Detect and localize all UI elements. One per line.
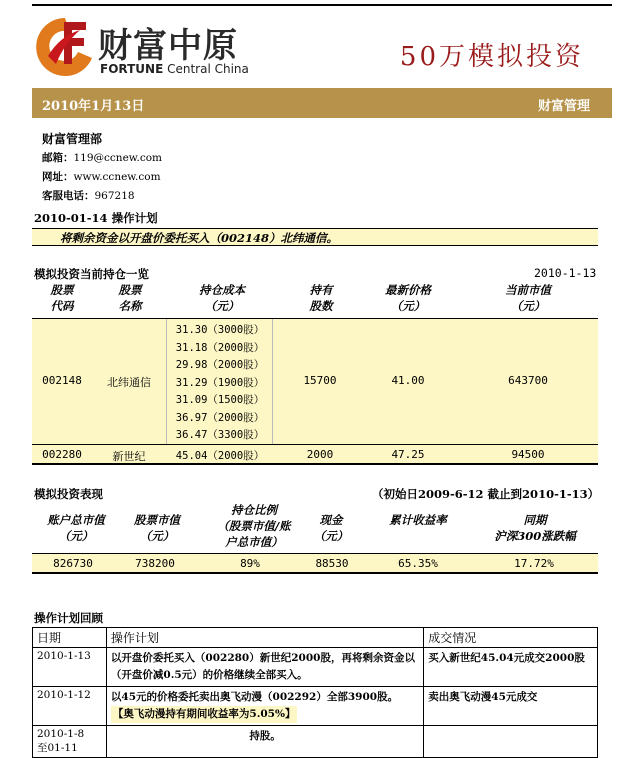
hdr-price: 最新价格 （元）: [385, 283, 431, 313]
plan-text: 将剩余资金以开盘价委托买入（002148）北纬通信。: [60, 231, 339, 245]
performance-bottom-rule: [32, 572, 598, 574]
hdr-name: 股票 名称: [118, 283, 142, 313]
holding-cost-line: 31.09（1500股）: [175, 394, 265, 406]
cost-col-rule-left: [166, 319, 167, 463]
logo-chinese-text: 财富中原: [98, 26, 238, 66]
review-note: 【奥飞动漫持有期间收益率为5.05%】: [111, 706, 298, 723]
plan-title: 2010-01-14 操作计划: [34, 211, 158, 225]
review-hdr-date: 日期: [33, 628, 107, 648]
holding-cost-line: 31.30（3000股）: [175, 324, 265, 336]
holdings-bottom-rule: [32, 463, 598, 465]
holding-name: 北纬通信: [107, 376, 151, 389]
holding-price: 41.00: [391, 374, 425, 387]
hdr-shares: 持有 股数: [309, 283, 333, 313]
page-title: 50万模拟投资: [399, 42, 584, 72]
performance-title: 模拟投资表现: [34, 487, 103, 501]
report-date: 2010年1月13日: [42, 99, 145, 114]
review-deal: 买入新世纪45.04元成交2000股: [424, 648, 598, 687]
holding-value: 643700: [508, 374, 548, 387]
review-plan: 以45元的价格委托卖出奥飞动漫（002292）全部3900股。 【奥飞动漫持有期间收益率为5.05%】: [106, 687, 423, 726]
review-date: 2010-1-8 至01-11: [33, 726, 107, 758]
perf-ratio: 89%: [240, 557, 260, 570]
perf-total: 826730: [53, 557, 93, 570]
holding-code: 002280: [42, 448, 82, 461]
review-hdr-deal: 成交情况: [424, 628, 598, 648]
holding-value: 94500: [511, 448, 545, 461]
review-date: 2010-1-13: [33, 648, 107, 687]
hdr-cost: 持仓成本 （元）: [199, 283, 245, 313]
holding-price: 47.25: [391, 448, 425, 461]
review-deal: [424, 726, 598, 758]
performance-period: （初始日2009-6-12 截止到2010-1-13）: [372, 487, 600, 501]
perf-hdr-yield: 累计收益率: [389, 513, 447, 527]
perf-hdr-ratio: 持仓比例 （股票市值/账 户总市值）: [217, 503, 291, 549]
holding-shares: 15700: [303, 374, 337, 387]
holding-cost-line: 29.98（2000股）: [175, 359, 265, 371]
review-table: [32, 627, 598, 758]
perf-yield: 65.35%: [398, 557, 438, 570]
perf-hdr-index: 同期 沪深300涨跌幅: [494, 513, 576, 543]
table-row: [33, 687, 598, 726]
holding-cost-line: 31.18（2000股）: [175, 342, 265, 354]
review-header-row: [33, 628, 598, 648]
page-header: [32, 8, 612, 86]
cost-col-rule-right: [272, 319, 273, 463]
perf-index: 17.72%: [514, 557, 554, 570]
perf-hdr-cash: 现金 （元）: [313, 513, 349, 543]
contact-block: 财富管理部 邮箱：119@ccnew.com 网址：www.ccnew.com 客服电话：967218: [42, 132, 163, 202]
review-hdr-plan: 操作计划: [106, 628, 423, 648]
perf-hdr-stock: 股票市值 （元）: [134, 513, 180, 543]
holdings-title: 模拟投资当前持仓一览: [34, 267, 149, 281]
review-date: 2010-1-12: [33, 687, 107, 726]
contact-dept: 财富管理部: [42, 132, 103, 146]
holding-cost-line: 31.29（1900股）: [175, 377, 265, 389]
plan-bar: [32, 228, 598, 246]
holdings-date: 2010-1-13: [534, 266, 597, 280]
holding-cost-line: 36.47（3300股）: [175, 429, 265, 441]
logo-english-text: FORTUNE Central China: [100, 62, 249, 76]
contact-email[interactable]: 119@ccnew.com: [73, 152, 163, 164]
fortune-logo-icon: [34, 16, 96, 80]
holding-name: 新世纪: [112, 450, 146, 463]
table-row: [33, 726, 598, 758]
holding-cost-line: 36.97（2000股）: [175, 412, 265, 424]
review-plan: 持股。: [106, 726, 423, 758]
review-deal: 卖出奥飞动漫45元成交: [424, 687, 598, 726]
holding-code: 002148: [42, 374, 82, 387]
hdr-value: 当前市值 （元）: [505, 283, 551, 313]
table-row: [33, 648, 598, 687]
date-band: [32, 88, 612, 118]
perf-stock: 738200: [135, 557, 175, 570]
perf-hdr-total: 账户总市值 （元）: [47, 513, 105, 543]
perf-cash: 88530: [315, 557, 349, 570]
contact-web[interactable]: www.ccnew.com: [73, 171, 161, 183]
review-title: 操作计划回顾: [34, 611, 103, 625]
hdr-code: 股票 代码: [50, 283, 74, 313]
holding-shares: 2000: [306, 448, 334, 461]
review-plan: 以开盘价委托买入（002280）新世纪2000股，再将剩余资金以（开盘价减0.5元）的价格继续全部买入。: [106, 648, 423, 687]
contact-phone: 967218: [94, 190, 135, 202]
department-label: 财富管理: [537, 99, 590, 114]
top-rule: [32, 4, 612, 6]
holding-cost-line: 45.04（2000股）: [175, 450, 265, 462]
